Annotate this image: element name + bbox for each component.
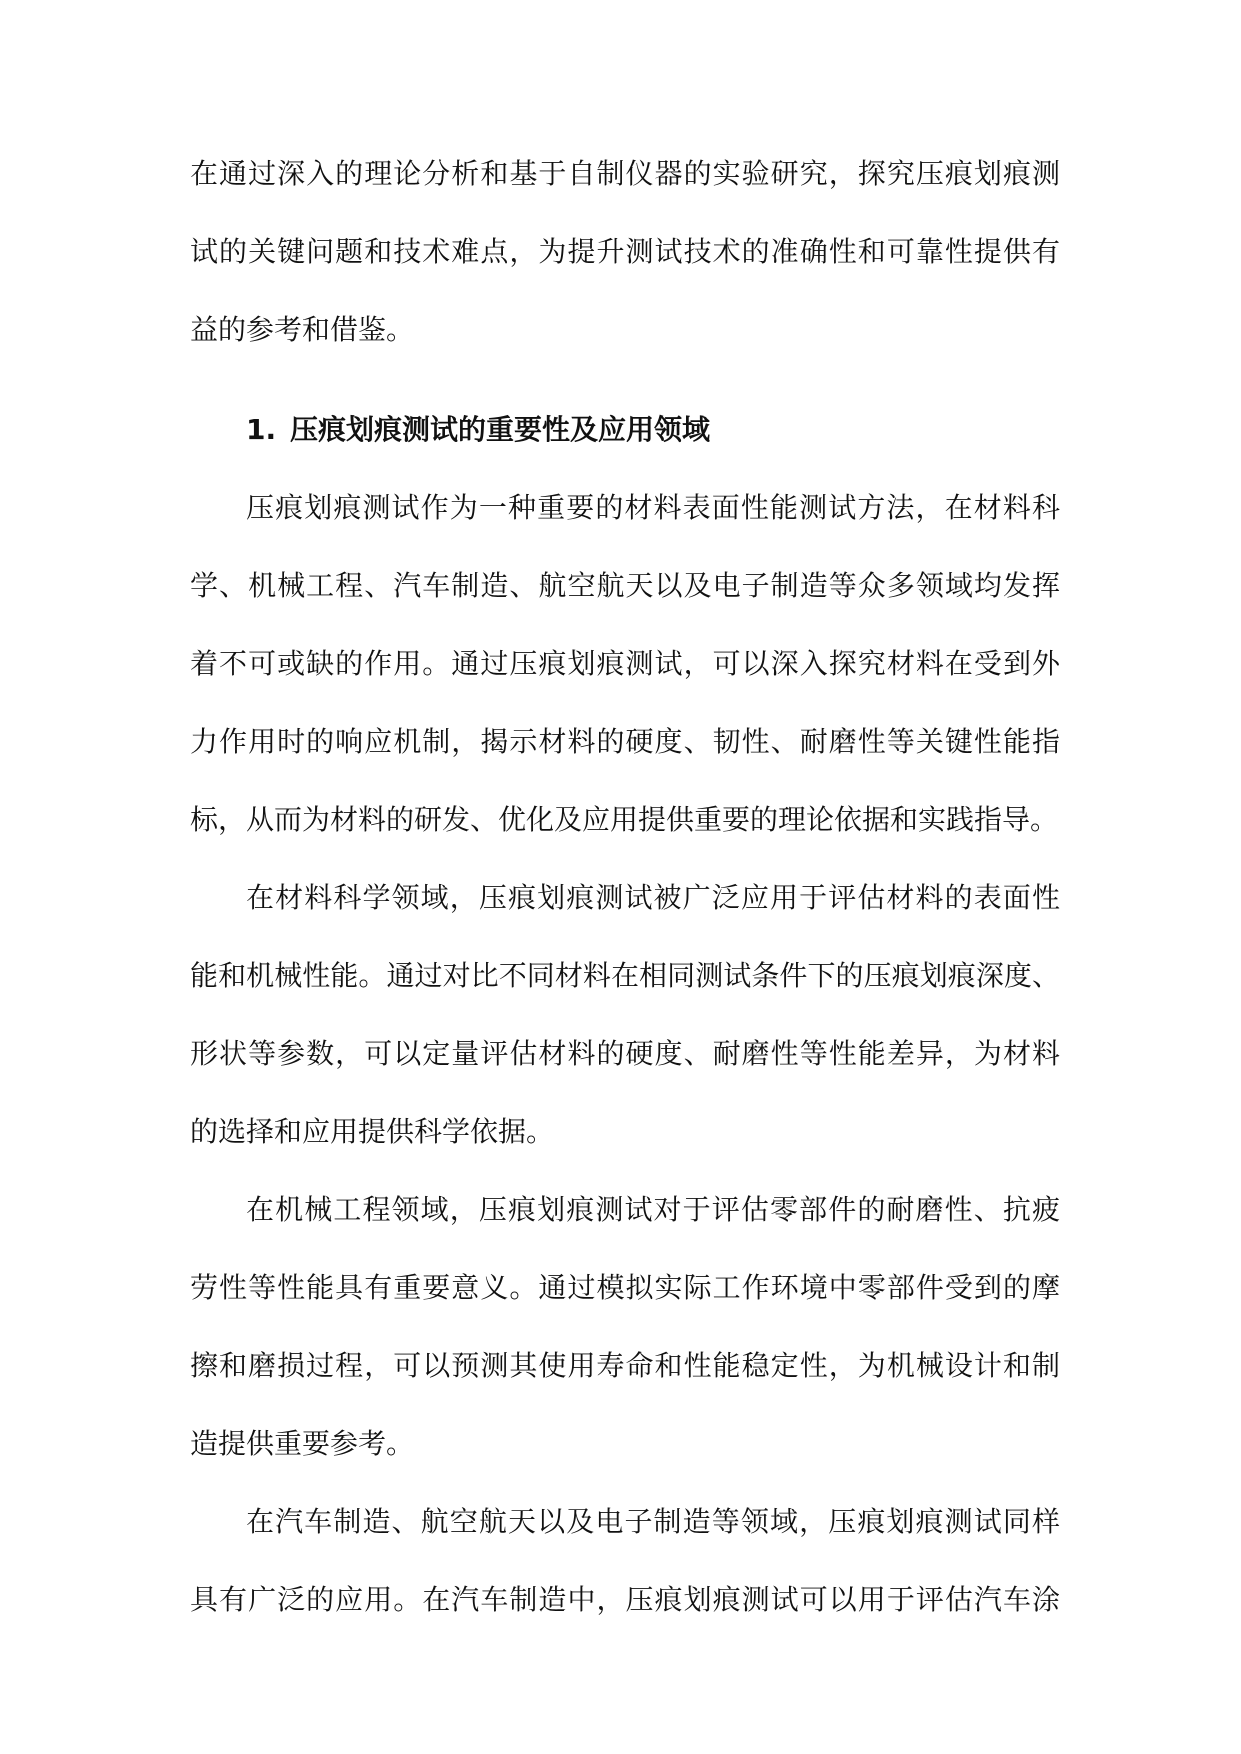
text-line: 力作用时的响应机制，揭示材料的硬度、韧性、耐磨性等关键性能指	[190, 725, 1060, 758]
text-line: 试的关键问题和技术难点，为提升测试技术的准确性和可靠性提供有	[190, 235, 1060, 268]
text-line: 形状等参数，可以定量评估材料的硬度、耐磨性等性能差异，为材料	[190, 1037, 1060, 1070]
section-heading	[190, 391, 1060, 469]
document-body	[190, 135, 1060, 1639]
text-line: 劳性等性能具有重要意义。通过模拟实际工作环境中零部件受到的摩	[190, 1271, 1060, 1304]
paragraph-importance	[190, 469, 1060, 859]
text-line: 标，从而为材料的研发、优化及应用提供重要的理论依据和实践指导。	[190, 803, 1059, 836]
paragraph-mechanical-engineering	[190, 1171, 1060, 1483]
text-line: 在材料科学领域，压痕划痕测试被广泛应用于评估材料的表面性	[246, 881, 1060, 914]
text-line: 具有广泛的应用。在汽车制造中，压痕划痕测试可以用于评估汽车涂	[190, 1583, 1060, 1616]
paragraph-automotive-aerospace	[190, 1483, 1060, 1639]
text-line: 的选择和应用提供科学依据。	[190, 1115, 555, 1148]
text-line: 益的参考和借鉴。	[190, 313, 415, 346]
text-line: 造提供重要参考。	[190, 1427, 415, 1460]
text-line: 在机械工程领域，压痕划痕测试对于评估零部件的耐磨性、抗疲	[246, 1193, 1060, 1226]
text-line: 在通过深入的理论分析和基于自制仪器的实验研究，探究压痕划痕测	[190, 157, 1060, 190]
paragraph-materials-science	[190, 859, 1060, 1171]
text-line: 学、机械工程、汽车制造、航空航天以及电子制造等众多领域均发挥	[190, 569, 1060, 602]
text-line: 擦和磨损过程，可以预测其使用寿命和性能稳定性，为机械设计和制	[190, 1349, 1060, 1382]
text-line: 能和机械性能。通过对比不同材料在相同测试条件下的压痕划痕深度、	[190, 959, 1060, 992]
section-title: 压痕划痕测试的重要性及应用领域	[290, 413, 711, 446]
paragraph-intro-continued	[190, 135, 1060, 369]
text-line: 在汽车制造、航空航天以及电子制造等领域，压痕划痕测试同样	[246, 1505, 1060, 1538]
section-number: 1.	[246, 413, 277, 446]
text-line: 着不可或缺的作用。通过压痕划痕测试，可以深入探究材料在受到外	[190, 647, 1060, 680]
text-line: 压痕划痕测试作为一种重要的材料表面性能测试方法，在材料科	[246, 491, 1060, 524]
